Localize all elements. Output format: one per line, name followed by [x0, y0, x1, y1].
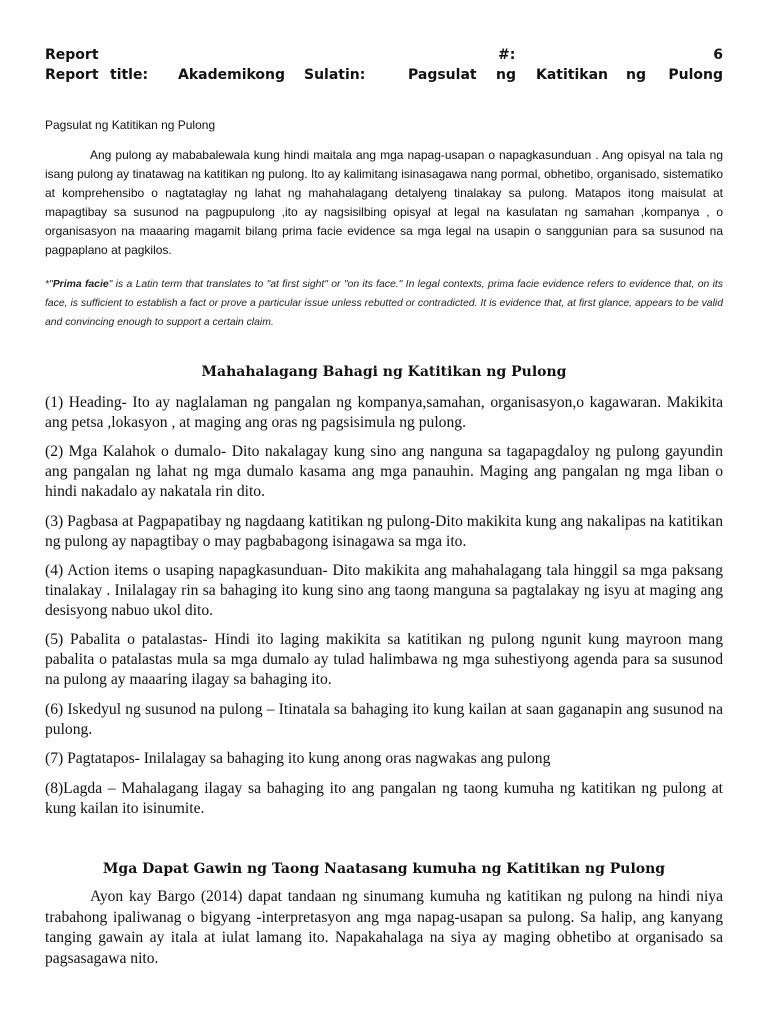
part-item-closing: (7) Pagtatapos- Inilalagay sa bahaging ito kung anong oras nagwakas ang pulong — [45, 750, 551, 767]
duties-heading-title: Mga Dapat Gawin ng Taong Naatasang kumuha ng Katitikan ng Pulong — [102, 861, 666, 877]
parts-heading: Mahahalagang Bahagi ng Katitikan ng Pulong — [201, 364, 567, 380]
title-word: ng — [496, 67, 516, 83]
intro-paragraph: Ang pulong ay mababalewala kung hindi maitala ang mga napag-usapan o napagkasunduan . Ang opisyal na tala ng isang pulong ay tinatawag na katitikan ng pulong. Ito ay kalimitang isinasagawa nang pormal, obhetibo, organisado, sistematiko at komprehensibo o nagtataglay ng lahat ng mahahalagang detalyeng tinalakay sa pulong. Matapos itong maisulat at mapagtibay sa susunod na pagpupulong ,ito ay nagsisilbing opisyal at legal na kasulatan ng samahan ,kompanya , o organisasyon na maaaring magamit bilang prima facie evidence sa mga legal na usapin o sanggunian para sa susunod na pagpaplano at pagkilos. — [45, 148, 723, 257]
report-title-row — [45, 67, 723, 85]
footnote-text: " is a Latin term that translates to "at first sight" or "on its face." In legal contexts, prima facie evidence refers to evidence that, on its face, is sufficient to establish a fact or prove a particular issue unless rebutted or contradicted. It is evidence that, at first glance, appears to be valid and convincing enough to support a certain claim. — [45, 279, 723, 328]
part-item-next-meeting: (6) Iskedyul ng susunod na pulong – Itinatala sa bahaging ito kung kailan at saan gaganapin ang susunod na pulong. — [45, 701, 723, 738]
report-label: Report — [45, 47, 99, 63]
title-word: Akademikong — [178, 67, 286, 83]
report-number-value: 6 — [713, 47, 723, 63]
footnote-mark: *" — [45, 279, 53, 290]
footnote-term: Prima facie — [52, 279, 109, 290]
title-word: Pagsulat — [408, 67, 477, 83]
part-item-previous-minutes: (3) Pagbasa at Pagpapatibay ng nagdaang katitikan ng pulong-Dito makikita kung ang nakalipas na katitikan ng pulong ay napagtibay o may pagbabagong isinagawa sa mga ito. — [45, 513, 723, 550]
part-item-participants: (2) Mga Kalahok o dumalo- Dito nakalagay kung sino ang nanguna sa tagapagdaloy ng pulong gayundin ang pangalan ng lahat ng mga dumalo kasama ang mga panauhin. Maging ang pangalan ng mga liban o hindi nakadalo ay nakatala rin dito. — [45, 443, 723, 500]
title-word: Katitikan — [536, 67, 609, 83]
report-number-label: #: — [498, 47, 516, 63]
part-item-action-items: (4) Action items o usaping napagkasunduan- Dito makikita ang mahahalagang tala hinggil sa mga paksang tinalakay . Inilalagay rin sa bahaging ito kung sino ang taong manguna sa pagtalakay ng isyu at maging ang desisyong nabuo ukol dito. — [45, 562, 723, 619]
duties-paragraph: Ayon kay Bargo (2014) dapat tandaan ng sinumang kumuha ng katitikan ng pulong na hindi niya trabahong ipaliwanag o bigyang -interpretasyon ang mga napag-usapan sa pulong. Sa halip, ang kanyang tanging gawain ay itala at iulat lamang ito. Napakahalaga na siya ay maging obhetibo at organisado sa pagsasagawa nito. — [45, 888, 723, 967]
part-item-heading: (1) Heading- Ito ay naglalaman ng pangalan ng kompanya,samahan, organisasyon,o kagawaran. Makikita ang petsa ,lokasyon , at maging ang oras ng pagsisimula ng pulong. — [45, 394, 723, 431]
report-number-row — [45, 47, 723, 65]
section-subtitle: Pagsulat ng Katitikan ng Pulong — [45, 118, 216, 132]
part-item-signature: (8)Lagda – Mahalagang ilagay sa bahaging ito ang pangalan ng taong kumuha ng katitikan ng pulong at kung kailan ito isinumite. — [45, 780, 723, 817]
prima-facie-footnote — [45, 275, 723, 332]
title-word: Pulong — [668, 67, 723, 83]
title-word: Report — [45, 67, 99, 83]
title-word: Sulatin: — [304, 67, 366, 83]
title-word: ng — [626, 67, 646, 83]
part-item-announcements: (5) Pabalita o patalastas- Hindi ito laging makikita sa katitikan ng pulong ngunit kung mayroon mang pabalita o patalastas mula sa mga dumalo ay tulad halimbawa ng mga suhestiyong agenda para sa susunod na pulong ay maaaring ilagay sa bahaging ito. — [45, 631, 723, 688]
title-word: title: — [110, 67, 149, 83]
